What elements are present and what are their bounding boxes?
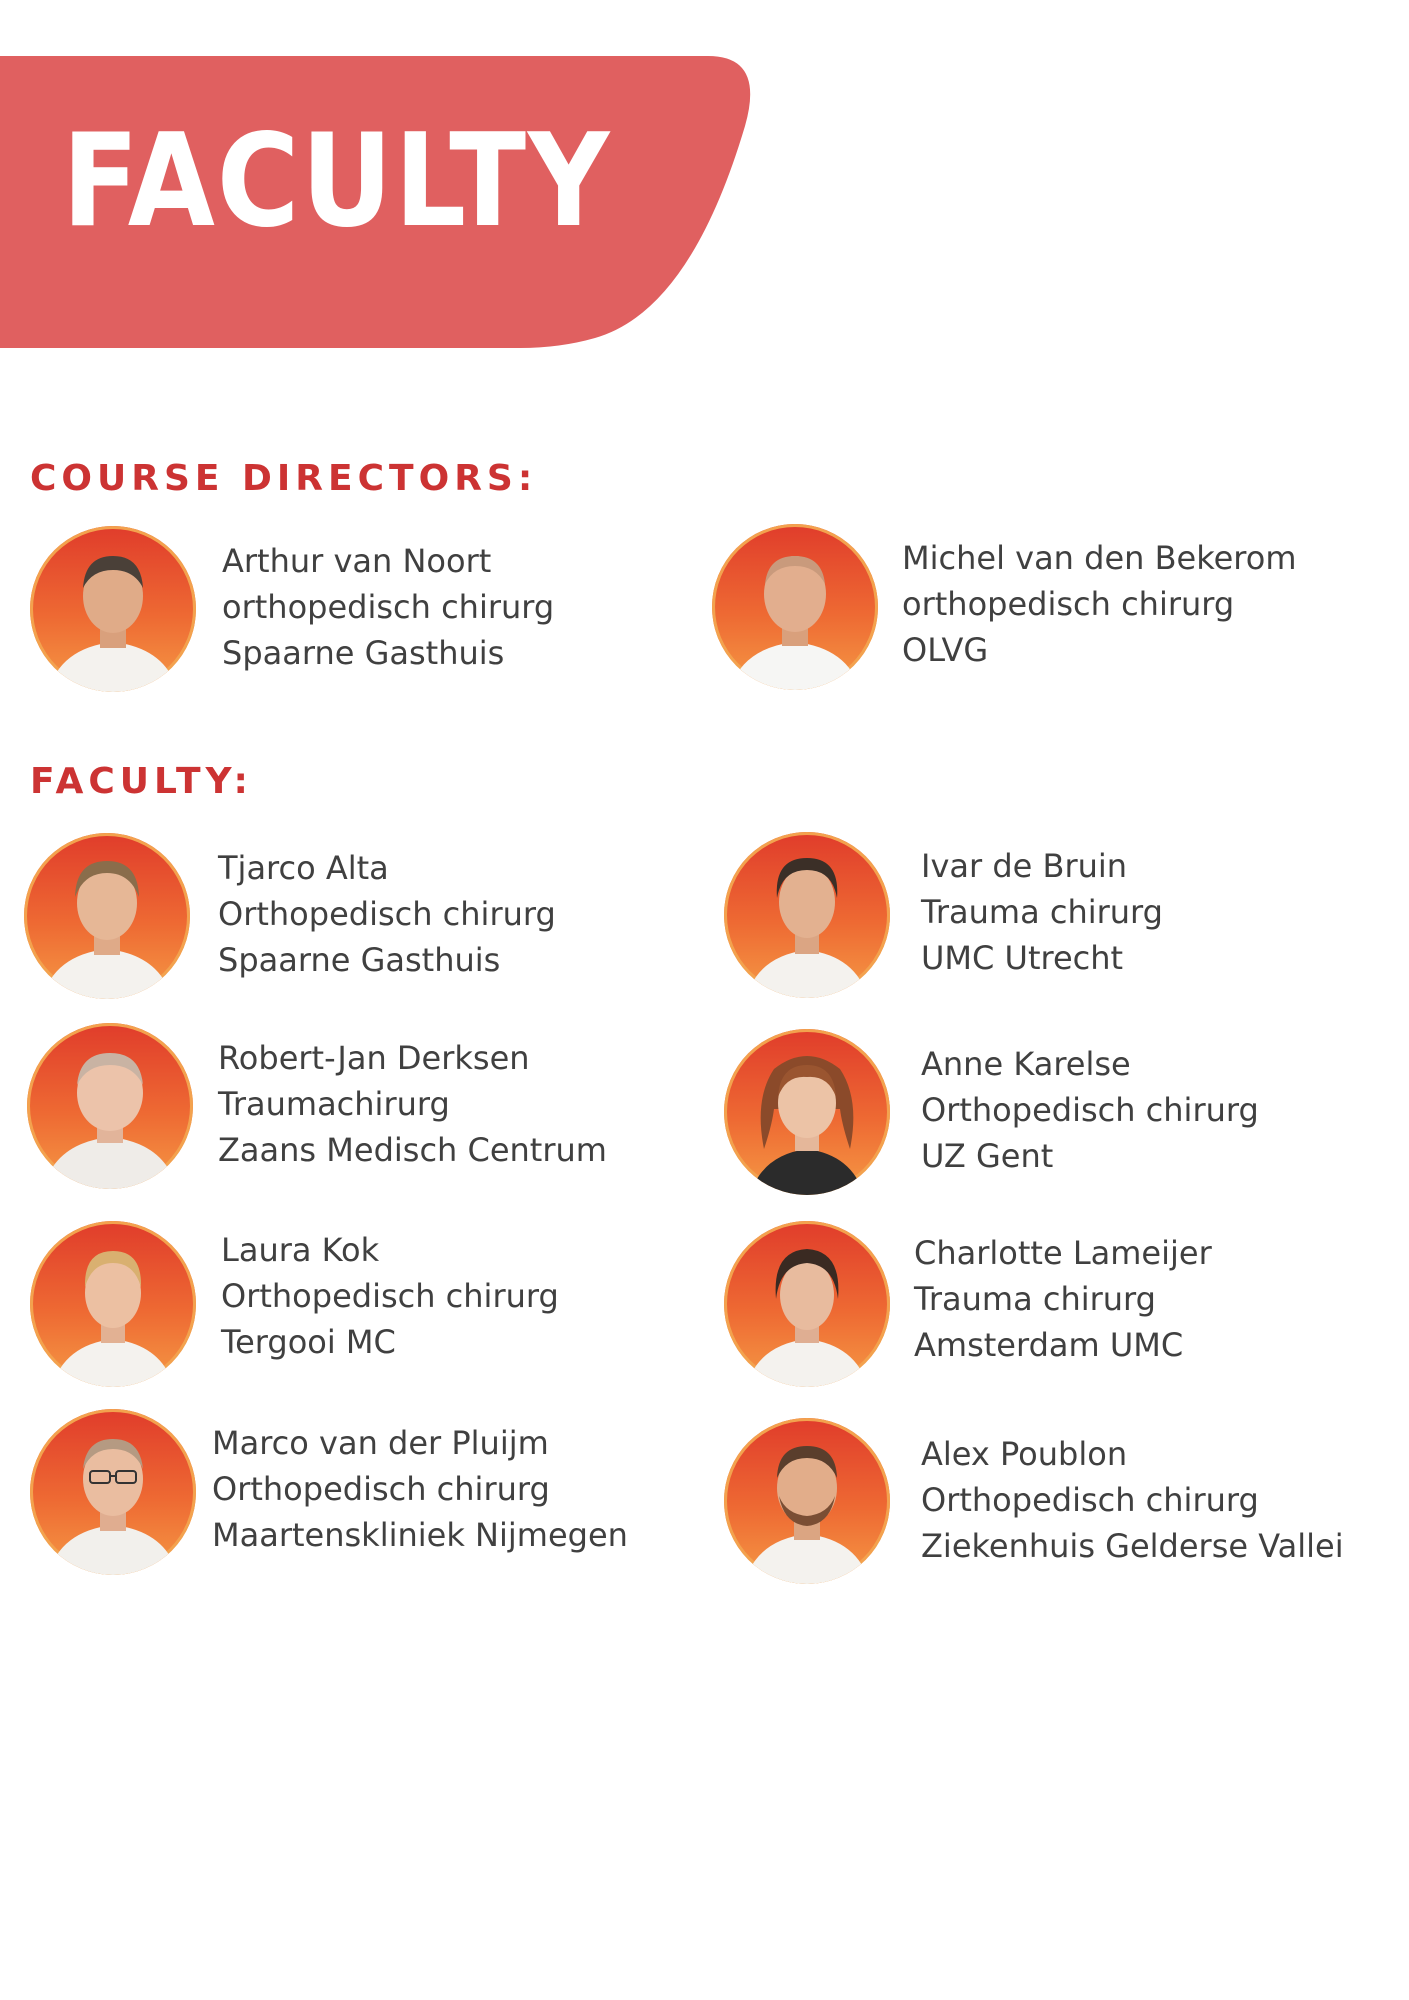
person-role: Trauma chirurg <box>914 1280 1156 1318</box>
avatar <box>724 1221 890 1387</box>
avatar <box>30 1409 196 1575</box>
person-photo-icon <box>712 524 878 690</box>
person-organization: Spaarne Gasthuis <box>218 941 501 979</box>
person-photo-icon <box>30 526 196 692</box>
person-photo-icon <box>24 833 190 999</box>
faculty-info <box>218 1035 607 1173</box>
faculty-heading: FACULTY: <box>30 761 253 802</box>
person-photo-icon <box>30 1221 196 1387</box>
person-name: Anne Karelse <box>921 1045 1131 1083</box>
person-name: Michel van den Bekerom <box>902 539 1297 577</box>
director-info <box>902 535 1297 673</box>
person-name: Alex Poublon <box>921 1435 1128 1473</box>
person-role: Orthopedisch chirurg <box>218 895 556 933</box>
person-name: Tjarco Alta <box>218 849 389 887</box>
page-title: FACULTY <box>62 107 612 256</box>
person-organization: UMC Utrecht <box>921 939 1124 977</box>
avatar <box>30 1221 196 1387</box>
avatar <box>724 1029 890 1195</box>
course-directors-heading: COURSE DIRECTORS: <box>30 458 538 499</box>
person-photo-icon <box>30 1409 196 1575</box>
person-role: Orthopedisch chirurg <box>221 1277 559 1315</box>
person-role: Traumachirurg <box>218 1085 450 1123</box>
avatar <box>27 1023 193 1189</box>
person-organization: Spaarne Gasthuis <box>222 634 505 672</box>
faculty-info <box>221 1227 559 1365</box>
director-info <box>222 538 554 676</box>
faculty-info <box>218 845 556 983</box>
person-photo-icon <box>724 1029 890 1195</box>
person-role: orthopedisch chirurg <box>222 588 555 626</box>
person-photo-icon <box>724 1418 890 1584</box>
person-name: Ivar de Bruin <box>921 847 1128 885</box>
person-organization: Ziekenhuis Gelderse Vallei <box>921 1527 1344 1565</box>
person-role: orthopedisch chirurg <box>902 585 1235 623</box>
person-name: Arthur van Noort <box>222 542 492 580</box>
person-organization: OLVG <box>902 631 989 669</box>
person-name: Charlotte Lameijer <box>914 1234 1212 1272</box>
person-organization: Tergooi MC <box>221 1323 396 1361</box>
person-organization: Maartenskliniek Nijmegen <box>212 1516 628 1554</box>
person-name: Laura Kok <box>221 1231 380 1269</box>
person-organization: UZ Gent <box>921 1137 1054 1175</box>
avatar <box>24 833 190 999</box>
person-name: Robert-Jan Derksen <box>218 1039 530 1077</box>
faculty-info <box>921 1431 1344 1569</box>
person-role: Orthopedisch chirurg <box>921 1091 1259 1129</box>
avatar <box>724 1418 890 1584</box>
person-role: Orthopedisch chirurg <box>921 1481 1259 1519</box>
avatar <box>724 832 890 998</box>
person-photo-icon <box>27 1023 193 1189</box>
faculty-info <box>914 1230 1212 1368</box>
faculty-info <box>921 1041 1259 1179</box>
person-role: Orthopedisch chirurg <box>212 1470 550 1508</box>
avatar <box>712 524 878 690</box>
faculty-info <box>212 1420 628 1558</box>
person-organization: Zaans Medisch Centrum <box>218 1131 607 1169</box>
person-organization: Amsterdam UMC <box>914 1326 1184 1364</box>
faculty-info <box>921 843 1163 981</box>
avatar <box>30 526 196 692</box>
person-name: Marco van der Pluijm <box>212 1424 549 1462</box>
person-photo-icon <box>724 1221 890 1387</box>
person-role: Trauma chirurg <box>921 893 1163 931</box>
person-photo-icon <box>724 832 890 998</box>
